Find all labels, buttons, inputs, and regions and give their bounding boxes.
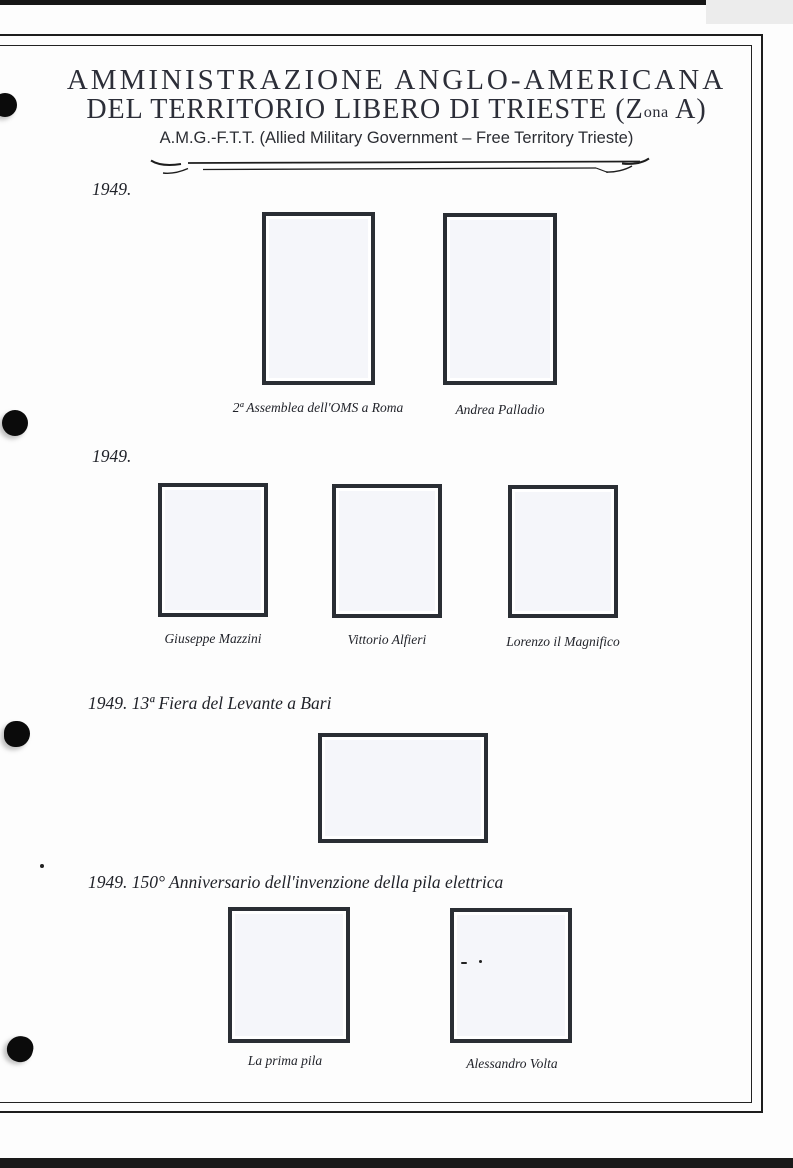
- scan-edge-top: [0, 0, 712, 5]
- stamp-frame: [262, 212, 375, 385]
- punch-hole-icon: [2, 410, 28, 436]
- stamp-caption: La prima pila: [247, 1053, 323, 1068]
- stamp-frame: [508, 485, 618, 618]
- page-subtitle: A.M.G.-F.T.T. (Allied Military Government – Free Territory Trieste): [159, 129, 634, 147]
- stamp-frame: [318, 733, 488, 843]
- stamp-caption: Lorenzo il Magnifico: [506, 634, 620, 649]
- stamp-frame: [332, 484, 442, 618]
- scan-speck: [479, 960, 482, 963]
- stamp-caption: Alessandro Volta: [466, 1056, 558, 1071]
- scan-speck: [40, 864, 44, 868]
- stamp-frame: [228, 907, 350, 1043]
- page-title-line1: AMMINISTRAZIONE ANGLO-AMERICANA: [66, 64, 727, 96]
- zone-label: (Zona A): [615, 94, 707, 125]
- scan-corner-shadow: [706, 0, 793, 24]
- stamp-caption: 2ª Assemblea dell'OMS a Roma: [232, 400, 404, 415]
- section-2-heading: 1949.: [92, 446, 132, 466]
- section-4-heading: 1949. 150° Anniversario dell'invenzione della pila elettrica: [88, 872, 504, 892]
- stamp-frame: [158, 483, 268, 617]
- stamp-caption: Vittorio Alfieri: [347, 632, 427, 647]
- scan-speck: [461, 962, 467, 964]
- title-line2-main: DEL TERRITORIO LIBERO DI TRIESTE: [86, 94, 608, 125]
- scan-edge-bottom: [0, 1158, 793, 1168]
- stamp-frame: [443, 213, 557, 385]
- stamp-frame: [450, 908, 572, 1043]
- ornamental-divider: [148, 155, 653, 181]
- section-1-heading: 1949.: [92, 179, 132, 199]
- stamp-caption: Andrea Palladio: [455, 402, 545, 417]
- section-3-heading: 1949. 13ª Fiera del Levante a Bari: [88, 693, 332, 713]
- stamp-caption: Giuseppe Mazzini: [164, 631, 262, 646]
- page-title-line2: [0, 94, 793, 126]
